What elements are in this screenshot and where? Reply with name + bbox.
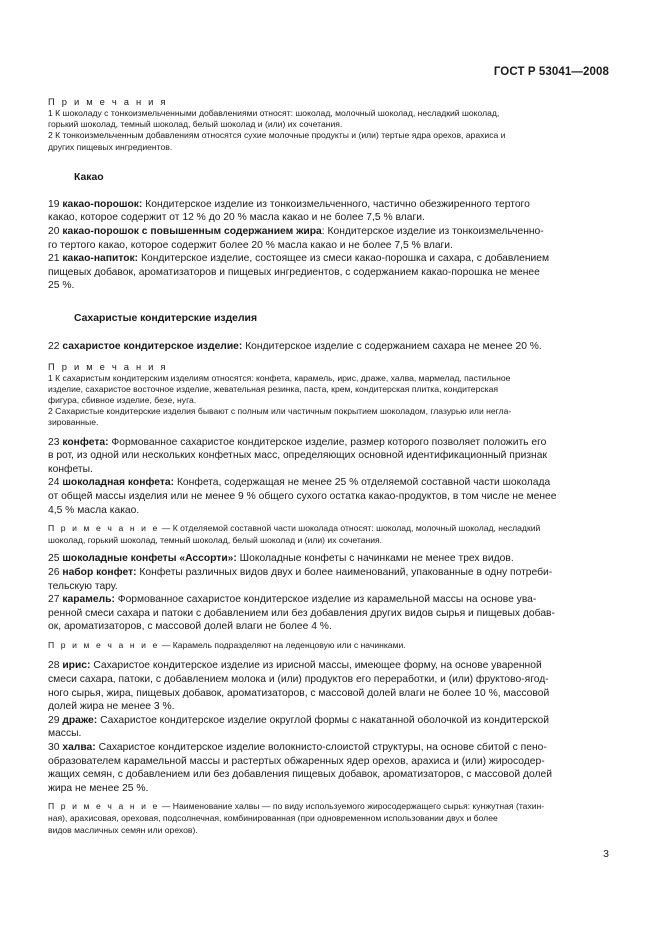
note-line	[48, 640, 614, 652]
term-entry-21	[48, 252, 614, 293]
page-content	[48, 96, 614, 836]
term-name: конфета:	[62, 436, 109, 448]
note-text: — К отделяемой составной части шоколада относят: шоколад, молочный шоколад, несладкий	[159, 523, 541, 534]
term-number: 21	[48, 253, 60, 265]
term-entry-25	[48, 552, 614, 566]
note-text: — Наименование халвы — по виду используемого жиросодержащего сырья: кунжутная (тахин-	[159, 801, 545, 812]
term-name: какао-порошок с повышенным содержанием жира	[62, 226, 322, 237]
term-text: : Кондитерское изделие из тонкоизмельченно-	[321, 226, 544, 237]
term-text: Сахаристое кондитерское изделие округлой формы с накатанной оболочкой из кондитерской	[97, 714, 550, 726]
term-line	[48, 198, 614, 212]
term-number: 24	[48, 477, 60, 489]
term-entry-30	[48, 741, 614, 795]
note-line: 1 К сахаристым кондитерским изделиям относятся: конфета, карамель, ирис, драже, халва, мармелад, пастильное	[48, 372, 511, 383]
note-caramel	[48, 640, 614, 652]
note-line: 2 Сахаристые кондитерские изделия бывают с полным или частичным покрытием шоколадом, глазурью или негла-	[48, 406, 512, 417]
term-name: сахаристое кондитерское изделие:	[62, 340, 243, 352]
note-chocolate-part	[48, 523, 614, 546]
term-line: образователем карамельной массы и растертых обжаренных ядер орехов, арахиса и (или) жиросодер-	[48, 755, 545, 767]
term-entry-23	[48, 436, 614, 477]
note-line: видов масличных семян или орехов).	[48, 824, 198, 835]
term-line	[48, 741, 614, 755]
term-text: Шоколадные конфеты с начинками не менее трех видов.	[236, 553, 514, 565]
term-entry-26	[48, 566, 614, 593]
term-number: 22	[48, 340, 60, 352]
term-text: Формованное сахаристое кондитерское изделие из карамельной массы на основе ува-	[114, 594, 537, 606]
term-line: конфеты.	[48, 463, 93, 475]
note-line: горький шоколад, темный шоколад, белый шоколад и (или) их сочетания.	[48, 119, 343, 130]
term-line: массы.	[48, 728, 82, 740]
note-line: фигура, сбивное изделие, безе, нуга.	[48, 394, 197, 405]
term-number: 29	[48, 714, 60, 726]
note-line: зированные.	[48, 417, 99, 428]
term-line: в рот, из одной или нескольких конфетных масс, определяющих основной идентификационный признак	[48, 450, 547, 462]
term-line: 25 %.	[48, 280, 75, 292]
term-text: Кондитерское изделие с содержанием сахара не менее 20 %.	[242, 340, 542, 352]
term-entry-24	[48, 476, 614, 517]
section-title-sugar: Сахаристые кондитерские изделия	[74, 312, 258, 324]
note-text: — Карамель подразделяют на леденцовую или с начинками.	[159, 639, 406, 650]
term-text: Конфеты различных видов двух и более наименований, упакованные в одну потреби-	[136, 566, 553, 578]
term-line	[48, 593, 614, 607]
term-line: го тертого какао, которое содержит более 20 % масла какао и не более 7,5 % влаги.	[48, 239, 453, 251]
note-line	[48, 523, 614, 535]
term-line: 4,5 % масла какао.	[48, 504, 140, 516]
term-line: ок, ароматизаторов, с массовой долей влаги не более 4 %.	[48, 621, 332, 633]
term-line: смеси сахара, патоки, с добавлением молока и (или) продуктов его переработки, и (или) фруктово-ягод-	[48, 674, 549, 686]
term-number: 25	[48, 553, 60, 565]
term-line: тельскую тару.	[48, 580, 118, 592]
term-entry-29	[48, 714, 614, 741]
term-name: ирис:	[62, 660, 91, 672]
term-text: Сахаристое кондитерское изделие из ирисной массы, имеющее форму, на основе уваренной	[90, 660, 542, 672]
note-line: ная), арахисовая, ореховая, подсолнечная, комбинированная (при одновременном использовании двух и более	[48, 813, 498, 824]
term-name: какао-порошок:	[62, 198, 143, 210]
term-text: Формованное сахаристое кондитерское изделие, размер которого позволяет положить его	[108, 436, 547, 448]
term-entry-19	[48, 198, 614, 225]
term-line: жира не менее 25 %.	[48, 782, 149, 794]
term-entry-20	[48, 225, 614, 252]
term-name: шоколадная конфета:	[62, 477, 175, 489]
term-text: Сахаристое кондитерское изделие волокнисто-слоистой структуры, на основе сбитой с пено-	[95, 742, 547, 754]
note-label: П р и м е ч а н и е	[48, 801, 160, 812]
term-line: ного сырья, жира, пищевых добавок, ароматизаторов, с массовой долей влаги не более 10 %, массовой	[48, 687, 550, 699]
term-text: Конфета, содержащая не менее 25 % отделяемой составной части шоколада	[174, 477, 551, 489]
term-entry-22	[48, 340, 614, 354]
term-name: карамель:	[62, 594, 115, 606]
term-line: пищевых добавок, ароматизаторов и пищевых ингредиентов, с содержанием какао-порошка не менее	[48, 266, 540, 278]
note-line: других пищевых ингредиентов.	[48, 141, 173, 152]
term-number: 30	[48, 742, 60, 754]
term-line: ренной смеси сахара и патоки с добавлением или без добавления других видов сырья и пищевых добав-	[48, 607, 555, 619]
term-name: драже:	[62, 714, 98, 726]
term-number: 26	[48, 566, 60, 578]
term-line	[48, 340, 614, 354]
page-number: 3	[603, 848, 609, 860]
term-line	[48, 436, 614, 450]
term-number: 20	[48, 226, 60, 237]
notes-title: П р и м е ч а н и я	[48, 96, 168, 107]
term-number: 28	[48, 660, 60, 672]
note-line: 2 К тонкоизмельченным добавлениям относятся сухие молочные продукты и (или) тертые ядра орехов, арахиса и	[48, 130, 506, 141]
term-line	[48, 714, 614, 728]
term-number: 19	[48, 198, 60, 210]
term-line	[48, 225, 614, 239]
term-line: какао, которое содержит от 12 % до 20 % масла какао и не более 7,5 % влаги.	[48, 212, 425, 224]
note-label: П р и м е ч а н и е	[48, 523, 160, 534]
note-line: изделие, сахаристое восточное изделие, жевательная резинка, паста, крем, кондитерская плитка, кондитерская	[48, 383, 499, 394]
note-line	[48, 801, 614, 813]
notes-chocolate	[48, 96, 614, 153]
term-entry-27	[48, 593, 614, 634]
term-name: какао-напиток:	[62, 253, 139, 265]
term-name: набор конфет:	[62, 566, 137, 578]
term-number: 27	[48, 594, 60, 606]
term-line	[48, 252, 614, 266]
term-line	[48, 659, 614, 673]
section-title-cocoa: Какао	[74, 171, 104, 183]
notes-title: П р и м е ч а н и я	[48, 360, 168, 372]
note-line: шоколад, горький шоколад, темный шоколад, белый шоколад и (или) их сочетания.	[48, 534, 383, 545]
term-number: 23	[48, 436, 60, 448]
term-name: халва:	[62, 742, 96, 754]
term-line: жащих семян, с добавлением или без добавления пищевых добавок, ароматизаторов, с массовой долей	[48, 769, 552, 781]
term-line	[48, 552, 614, 566]
term-text: Кондитерское изделие из тонкоизмельченного, частично обезжиренного тертого	[142, 198, 530, 210]
note-line: 1 К шоколаду с тонкоизмельченными добавлениями относят: шоколад, молочный шоколад, несладкий шоколад,	[48, 108, 500, 118]
term-text: Кондитерское изделие, состоящее из смеси какао-порошка и сахара, с добавлением	[138, 253, 550, 265]
term-name: шоколадные конфеты «Ассорти»:	[62, 553, 237, 565]
notes-sugar	[48, 361, 614, 429]
term-entry-28	[48, 659, 614, 713]
standard-header: ГОСТ Р 53041—2008	[493, 66, 609, 78]
note-label: П р и м е ч а н и е	[48, 639, 160, 650]
note-halva	[48, 801, 614, 836]
term-line: от общей массы изделия или не менее 9 % общего сухого остатка какао-продуктов, в том числе не менее	[48, 490, 557, 502]
term-line: долей жира не менее 3 %.	[48, 701, 175, 713]
term-line	[48, 566, 614, 580]
term-line	[48, 476, 614, 490]
